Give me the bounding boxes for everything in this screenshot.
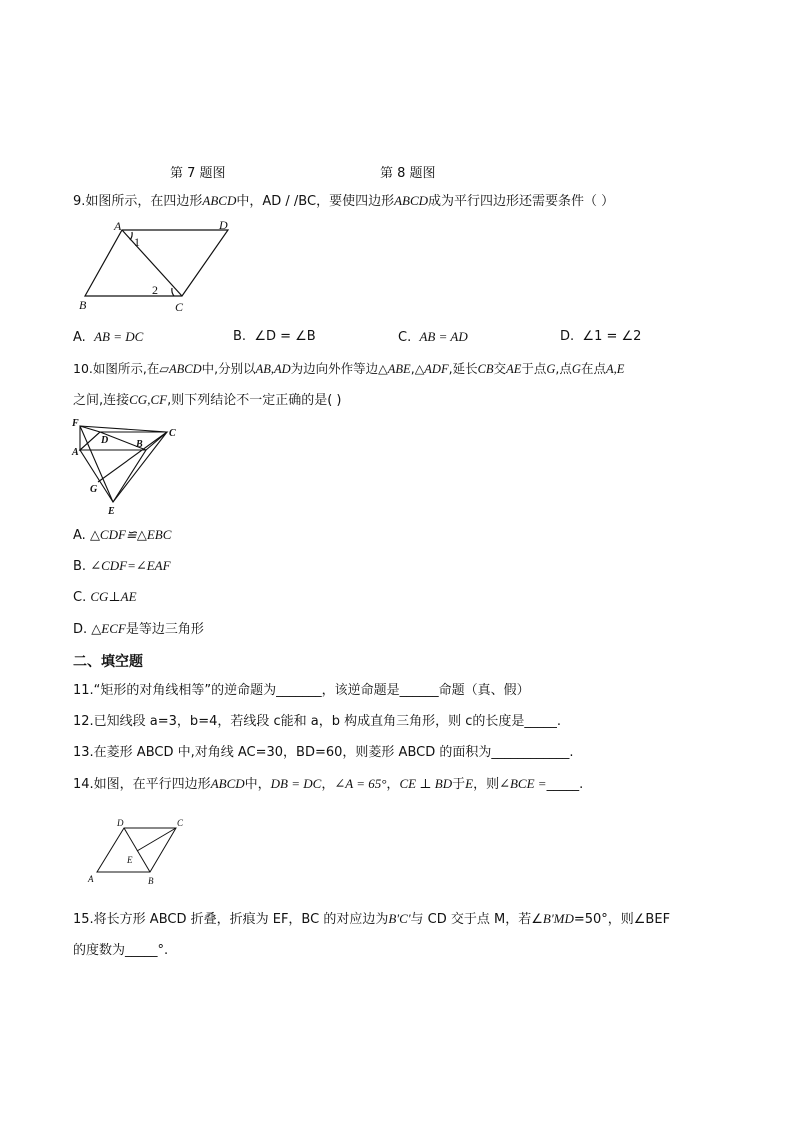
label-angle-2: 2 — [152, 283, 158, 297]
section-2-heading: 二、填空题 — [73, 654, 143, 670]
question-12-text: 12.已知线段 a=3，b=4，若线段 c能和 a，b 构成直角三角形，则 c的长度是_____. — [73, 714, 562, 729]
label-d: D — [219, 218, 228, 232]
label-e: E — [108, 506, 115, 517]
question-14-text: 14.如图，在平行四边形ABCD中，DB = DC，∠A = 65°，CE ⊥ BD于E，则∠BCE =_____. — [73, 776, 584, 792]
question-10-line-1: 10.如图所示,在▱ABCD中,分别以AB,AD为边向外作等边△ABE,△ADF,延长CB交AE于点G,点G在点A,E — [73, 361, 625, 376]
figure-8-caption: 第 8 题图 — [380, 166, 436, 181]
q9-option-c[interactable]: C. AB = AD — [398, 329, 468, 345]
q9-option-b[interactable]: B. ∠D = ∠B — [233, 329, 316, 344]
label-d: D — [101, 435, 109, 446]
label-g: G — [90, 484, 98, 495]
q10-option-a[interactable]: A. △CDF≌△EBC — [73, 527, 172, 543]
question-14-figure — [84, 815, 194, 890]
label-c: C — [175, 300, 184, 314]
label-angle-1: 1 — [134, 235, 140, 249]
label-f: F — [72, 418, 79, 429]
label-d: D — [117, 818, 124, 828]
label-b: B — [148, 876, 154, 886]
label-a: A — [88, 874, 94, 884]
label-e: E — [127, 855, 133, 865]
label-c: C — [177, 818, 184, 828]
question-10-line-2: 之间,连接CG,CF,则下列结论不一定正确的是( ) — [73, 392, 342, 408]
diagonal-db — [124, 828, 150, 872]
question-9-figure — [76, 218, 236, 318]
figure-7-caption: 第 7 题图 — [170, 166, 226, 181]
question-15-line-2: 的度数为_____°. — [73, 943, 169, 958]
angle-2-arc — [172, 288, 174, 296]
label-b: B — [79, 298, 87, 312]
question-9-text: 9.如图所示，在四边形ABCD中，AD / /BC，要使四边形ABCD成为平行四边形还需要条件（ ） — [73, 193, 615, 209]
angle-1-arc — [130, 232, 132, 240]
segment-ce — [137, 828, 176, 851]
question-11-text: 11.“矩形的对角线相等”的逆命题为_______，该逆命题是______命题（真、假） — [73, 683, 530, 698]
q9-option-a[interactable]: A. AB = DC — [73, 329, 144, 345]
question-13-text: 13.在菱形 ABCD 中,对角线 AC=30，BD=60，则菱形 ABCD 的面积为____________. — [73, 745, 574, 760]
q9-option-d[interactable]: D. ∠1 = ∠2 — [560, 329, 642, 344]
label-a: A — [72, 447, 79, 458]
equilateral-triangle-adf — [80, 426, 100, 450]
q10-option-b[interactable]: B. ∠CDF=∠EAF — [73, 558, 171, 574]
q10-option-d[interactable]: D. △ECF是等边三角形 — [73, 621, 204, 637]
line-cf — [80, 426, 167, 432]
question-10-figure — [70, 416, 185, 518]
label-c: C — [169, 428, 176, 439]
line-cg — [98, 432, 167, 482]
question-15-line-1: 15.将长方形 ABCD 折叠，折痕为 EF，BC 的对应边为B'C'与 CD 交于点 M，若∠B'MD=50°，则∠BEF — [73, 911, 671, 927]
q10-option-c[interactable]: C. CG⊥AE — [73, 589, 137, 605]
label-a: A — [114, 219, 122, 233]
label-b: B — [136, 439, 143, 450]
